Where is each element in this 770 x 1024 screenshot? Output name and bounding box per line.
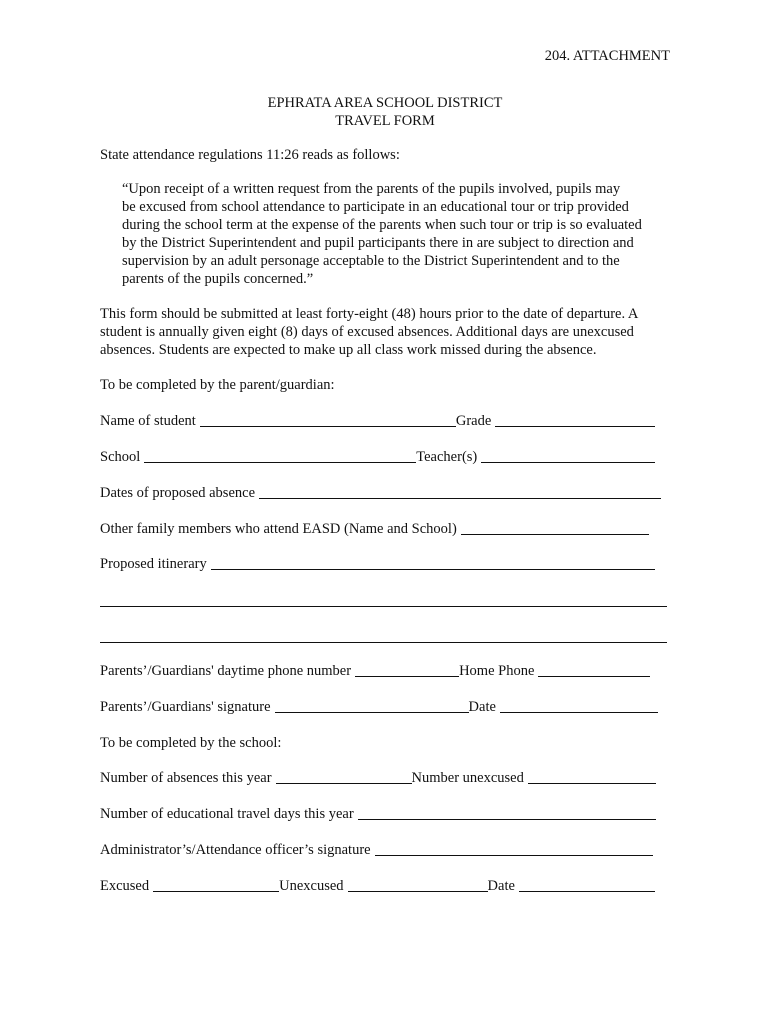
policy-line: absences. Students are expected to make up all class work missed during the absence.: [100, 342, 597, 358]
parent-signature-label: Parents’/Guardians' signature: [100, 699, 271, 715]
teachers-label: Teacher(s): [416, 449, 478, 465]
regulation-quote: [122, 180, 682, 288]
itinerary-row: [100, 553, 655, 573]
quote-line: during the school term at the expense of the parents when such tour or trip is so evaluated: [122, 217, 642, 233]
phone-row: [100, 660, 650, 680]
travel-days-label: Number of educational travel days this year: [100, 806, 354, 822]
excused-field[interactable]: [153, 877, 279, 892]
itinerary-line-2[interactable]: [100, 606, 667, 607]
parent-date-field[interactable]: [500, 698, 658, 713]
quote-line: be excused from school attendance to participate in an educational tour or trip provided: [122, 199, 629, 215]
excused-row: [100, 875, 655, 895]
other-family-field[interactable]: [461, 520, 649, 535]
absence-dates-label: Dates of proposed absence: [100, 485, 256, 501]
absence-dates-row: [100, 482, 661, 502]
policy-line: This form should be submitted at least forty-eight (48) hours prior to the date of departure. A: [100, 306, 639, 322]
form-title: TRAVEL FORM: [335, 113, 435, 129]
unexcused-field[interactable]: [348, 877, 488, 892]
other-family-row: [100, 518, 649, 538]
attachment-number: 204. ATTACHMENT: [544, 48, 670, 64]
student-name-field[interactable]: [200, 412, 456, 427]
daytime-phone-field[interactable]: [355, 662, 459, 677]
absences-row: [100, 767, 656, 787]
teachers-field[interactable]: [481, 448, 655, 463]
admin-signature-label: Administrator’s/Attendance officer’s signature: [100, 842, 371, 858]
unexcused-count-field[interactable]: [528, 769, 656, 784]
policy-paragraph: [100, 305, 680, 359]
travel-days-field[interactable]: [358, 805, 656, 820]
parent-date-label: Date: [468, 699, 496, 715]
home-phone-label: Home Phone: [459, 663, 535, 679]
admin-signature-row: [100, 839, 653, 859]
school-row: [100, 446, 655, 466]
quote-line: parents of the pupils concerned.”: [122, 271, 314, 287]
quote-line: by the District Superintendent and pupil participants there in are subject to direction and: [122, 235, 634, 251]
itinerary-field[interactable]: [211, 555, 655, 570]
parent-signature-field[interactable]: [275, 698, 469, 713]
parent-section-heading: To be completed by the parent/guardian:: [100, 377, 335, 393]
quote-line: “Upon receipt of a written request from the parents of the pupils involved, pupils may: [122, 181, 621, 197]
itinerary-line-3[interactable]: [100, 642, 667, 643]
school-label: School: [100, 449, 141, 465]
school-date-field[interactable]: [519, 877, 655, 892]
other-family-label: Other family members who attend EASD (Name and School): [100, 521, 457, 537]
quote-line: supervision by an adult personage acceptable to the District Superintendent and to the: [122, 253, 620, 269]
grade-field[interactable]: [495, 412, 655, 427]
unexcused-label: Unexcused: [279, 878, 344, 894]
absences-field[interactable]: [276, 769, 412, 784]
district-name: EPHRATA AREA SCHOOL DISTRICT: [267, 95, 503, 111]
student-name-label: Name of student: [100, 413, 196, 429]
absences-label: Number of absences this year: [100, 770, 272, 786]
daytime-phone-label: Parents’/Guardians' daytime phone number: [100, 663, 352, 679]
travel-days-row: [100, 803, 656, 823]
grade-label: Grade: [455, 413, 492, 429]
regulation-intro: State attendance regulations 11:26 reads as follows:: [100, 147, 400, 163]
unexcused-count-label: Number unexcused: [411, 770, 524, 786]
admin-signature-field[interactable]: [375, 841, 653, 856]
policy-line: student is annually given eight (8) days of excused absences. Additional days are unexcused: [100, 324, 634, 340]
school-field[interactable]: [144, 448, 416, 463]
excused-label: Excused: [100, 878, 150, 894]
school-section-heading: To be completed by the school:: [100, 735, 282, 751]
school-date-label: Date: [487, 878, 515, 894]
student-name-row: [100, 410, 655, 430]
absence-dates-field[interactable]: [259, 484, 661, 499]
itinerary-label: Proposed itinerary: [100, 556, 207, 572]
home-phone-field[interactable]: [538, 662, 650, 677]
parent-signature-row: [100, 696, 658, 716]
